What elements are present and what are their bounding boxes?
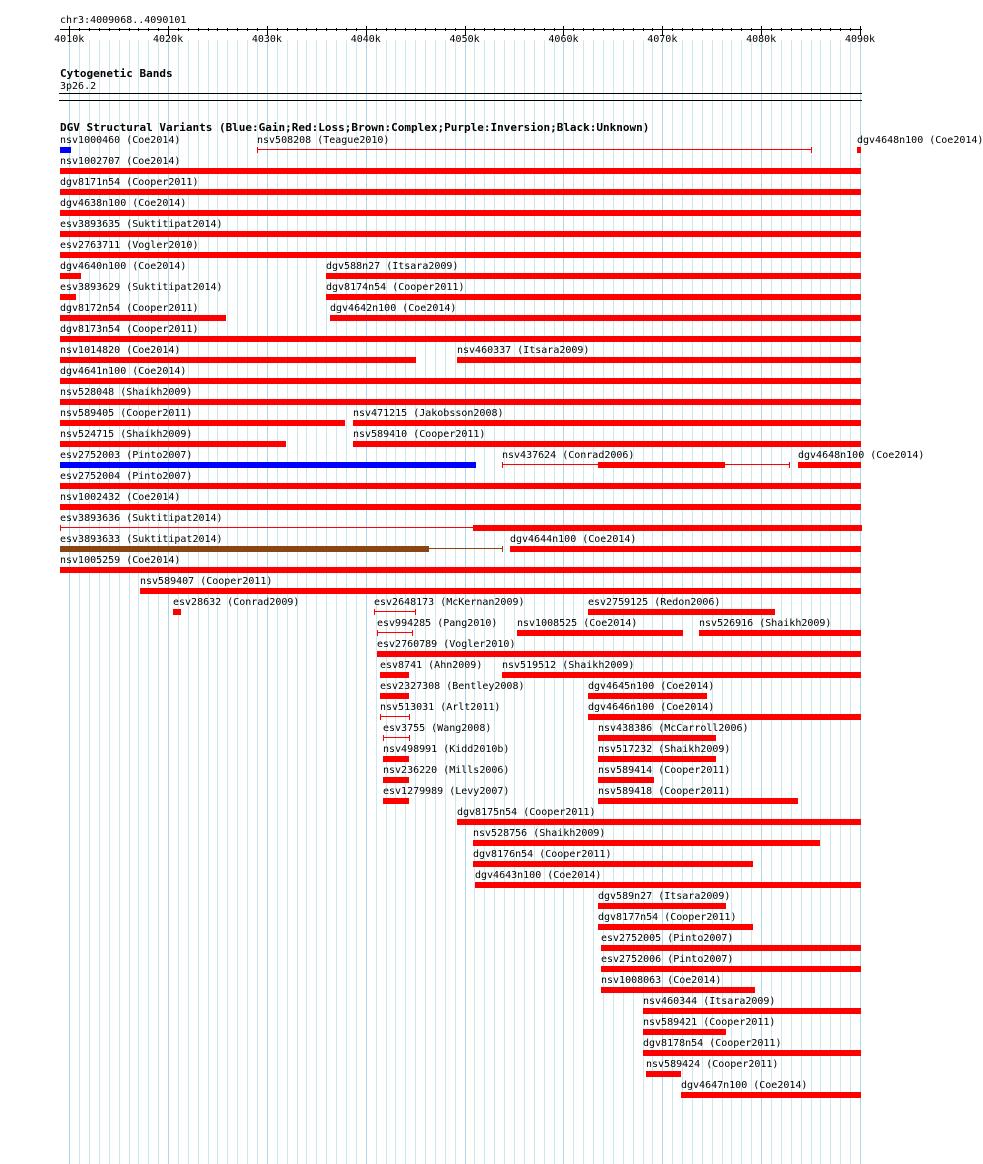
variant-label[interactable]: nsv437624 (Conrad2006) [502,450,635,461]
variant-bar[interactable] [699,630,861,636]
variant-label[interactable]: dgv588n27 (Itsara2009) [326,261,459,272]
variant-span-line[interactable] [374,611,415,612]
variant-end-cap [374,609,375,615]
variant-bar[interactable] [601,966,861,972]
variant-bar[interactable] [857,147,861,153]
variant-label[interactable]: nsv236220 (Mills2006) [383,765,510,776]
variant-label[interactable]: nsv513031 (Arlt2011) [380,702,501,713]
variant-bar[interactable] [60,189,861,195]
variant-label[interactable]: nsv508208 (Teague2010) [257,135,390,146]
variant-label[interactable]: esv28632 (Conrad2009) [173,597,300,608]
cytoband-top-line [59,93,862,94]
variant-bar[interactable] [60,168,861,174]
variant-bar[interactable] [457,357,861,363]
variant-label[interactable]: esv8741 (Ahn2009) [380,660,483,671]
region-label: chr3:4009068..4090101 [60,15,187,26]
variant-label[interactable]: esv3755 (Wang2008) [383,723,492,734]
variant-label[interactable]: dgv8174n54 (Cooper2011) [326,282,465,293]
variant-bar[interactable] [598,798,798,804]
dgv-track-title: DGV Structural Variants (Blue:Gain;Red:Loss;Brown:Complex;Purple:Inversion;Black:Unknown) [60,121,650,134]
variant-bar[interactable] [681,1092,861,1098]
variant-end-cap [502,462,503,468]
variant-label[interactable]: esv3893629 (Suktitipat2014) [60,282,223,293]
variant-span-line[interactable] [380,716,409,717]
variant-bar[interactable] [60,210,861,216]
variant-bar[interactable] [60,357,416,363]
variant-label[interactable]: nsv589418 (Cooper2011) [598,786,731,797]
variant-bar[interactable] [60,147,71,153]
variant-end-cap [861,525,862,531]
variant-label[interactable]: esv3893636 (Suktitipat2014) [60,513,223,524]
variant-label[interactable]: dgv8176n54 (Cooper2011) [473,849,612,860]
variant-end-cap [789,462,790,468]
variant-label[interactable]: dgv4644n100 (Coe2014) [510,534,637,545]
variant-label[interactable]: dgv8172n54 (Cooper2011) [60,303,199,314]
variant-bar[interactable] [457,819,861,825]
variant-label[interactable]: dgv8171n54 (Cooper2011) [60,177,199,188]
ruler-tick-label: 4030k [251,34,282,45]
cytoband-bottom-line [59,100,862,101]
variant-label[interactable]: nsv524715 (Shaikh2009) [60,429,193,440]
variant-bar[interactable] [60,336,861,342]
variant-label[interactable]: esv2752005 (Pinto2007) [601,933,734,944]
variant-label[interactable]: nsv589410 (Cooper2011) [353,429,486,440]
variant-bar[interactable] [473,525,861,531]
variant-label[interactable]: esv3893633 (Suktitipat2014) [60,534,223,545]
variant-label[interactable]: dgv8173n54 (Cooper2011) [60,324,199,335]
variant-bar[interactable] [380,693,409,699]
variant-end-cap [409,735,410,741]
variant-label[interactable]: nsv438386 (McCarroll2006) [598,723,749,734]
cytoband-label: 3p26.2 [60,81,97,92]
variant-bar[interactable] [60,252,861,258]
variant-end-cap [383,735,384,741]
variant-label[interactable]: esv2760789 (Vogler2010) [377,639,516,650]
variant-bar[interactable] [60,462,476,468]
variant-bar[interactable] [473,861,753,867]
variant-bar[interactable] [60,504,861,510]
cytoband-track-title: Cytogenetic Bands [60,67,173,80]
ruler-tick-label: 4070k [647,34,678,45]
ruler-tick-label: 4050k [449,34,480,45]
variant-end-cap [415,609,416,615]
variant-label[interactable]: esv2752004 (Pinto2007) [60,471,193,482]
variant-label[interactable]: dgv4638n100 (Coe2014) [60,198,187,209]
variant-bar[interactable] [60,399,861,405]
variant-label[interactable]: esv2752003 (Pinto2007) [60,450,193,461]
variant-bar[interactable] [60,441,286,447]
variant-label[interactable]: dgv8175n54 (Cooper2011) [457,807,596,818]
variant-bar[interactable] [60,273,81,279]
variant-bar[interactable] [330,315,861,321]
variant-bar[interactable] [643,1008,861,1014]
variant-bar[interactable] [353,420,861,426]
variant-label[interactable]: dgv4640n100 (Coe2014) [60,261,187,272]
variant-bar[interactable] [517,630,683,636]
variant-bar[interactable] [588,714,861,720]
variant-label[interactable]: dgv4641n100 (Coe2014) [60,366,187,377]
variant-bar[interactable] [60,315,226,321]
variant-bar[interactable] [60,378,861,384]
variant-bar[interactable] [601,987,755,993]
variant-span-line[interactable] [257,149,811,150]
variant-label[interactable]: esv2759125 (Redon2006) [588,597,721,608]
variant-span-line[interactable] [377,632,412,633]
ruler-tick-label: 4040k [350,34,381,45]
variant-bar[interactable] [598,924,753,930]
variant-bar[interactable] [643,1050,861,1056]
variant-label[interactable]: nsv526916 (Shaikh2009) [699,618,832,629]
variant-end-cap [811,147,812,153]
variant-bar[interactable] [510,546,861,552]
variant-bar[interactable] [502,672,861,678]
variant-bar[interactable] [326,294,861,300]
variant-label[interactable]: esv2752006 (Pinto2007) [601,954,734,965]
ruler-tick-label: 4090k [844,34,876,45]
variant-label[interactable]: dgv4646n100 (Coe2014) [588,702,715,713]
variant-bar[interactable] [383,798,409,804]
variant-end-cap [257,147,258,153]
variant-label[interactable]: nsv589421 (Cooper2011) [643,1017,776,1028]
variant-bar[interactable] [475,882,861,888]
variant-label[interactable]: nsv1008525 (Coe2014) [517,618,638,629]
variant-bar[interactable] [353,441,861,447]
variant-bar[interactable] [60,294,76,300]
variant-bar[interactable] [326,273,861,279]
variant-label[interactable]: dgv4648n100 (Coe2014) [798,450,925,461]
variant-label[interactable]: nsv471215 (Jakobsson2008) [353,408,504,419]
variant-label[interactable]: nsv517232 (Shaikh2009) [598,744,731,755]
variant-bar[interactable] [380,672,409,678]
variant-bar[interactable] [598,777,654,783]
variant-label[interactable]: esv2327308 (Bentley2008) [380,681,525,692]
variant-end-cap [412,630,413,636]
variant-label[interactable]: nsv1014820 (Coe2014) [60,345,181,356]
variant-bar[interactable] [60,231,861,237]
variant-bar[interactable] [601,945,861,951]
variant-bar[interactable] [798,462,861,468]
variant-label[interactable]: nsv589405 (Cooper2011) [60,408,193,419]
variant-bar[interactable] [173,609,181,615]
variant-label[interactable]: esv2648173 (McKernan2009) [374,597,525,608]
ruler-tick-label: 4060k [548,34,579,45]
variant-bar[interactable] [60,420,345,426]
variant-bar[interactable] [60,567,861,573]
variant-label[interactable]: dgv8178n54 (Cooper2011) [643,1038,782,1049]
variant-bar[interactable] [140,588,861,594]
variant-end-cap [377,630,378,636]
variant-bar[interactable] [60,546,429,552]
variant-label[interactable]: dgv4643n100 (Coe2014) [475,870,602,881]
variant-end-cap [502,546,503,552]
variant-bar[interactable] [473,840,820,846]
variant-label[interactable]: dgv4647n100 (Coe2014) [681,1080,808,1091]
ruler-tick-label: 4020k [152,34,184,45]
variant-bar[interactable] [598,756,716,762]
variant-label[interactable]: dgv4642n100 (Coe2014) [330,303,457,314]
variant-bar[interactable] [383,756,409,762]
variant-label[interactable]: dgv4645n100 (Coe2014) [588,681,715,692]
variant-bar[interactable] [643,1029,726,1035]
variant-label[interactable]: esv1279989 (Levy2007) [383,786,510,797]
variant-label[interactable]: esv3893635 (Suktitipat2014) [60,219,223,230]
variant-label[interactable]: nsv528756 (Shaikh2009) [473,828,606,839]
ruler-tick-label: 4010k [54,34,85,45]
variant-label[interactable]: dgv8177n54 (Cooper2011) [598,912,737,923]
variant-bar[interactable] [60,483,861,489]
variant-end-cap [409,714,410,720]
variant-bar[interactable] [377,651,861,657]
variant-label[interactable]: nsv498991 (Kidd2010b) [383,744,510,755]
variant-bar[interactable] [383,777,409,783]
variant-span-line[interactable] [383,737,409,738]
variant-label[interactable]: nsv1002707 (Coe2014) [60,156,181,167]
ruler-tick-label: 4080k [746,34,777,45]
variant-label[interactable]: nsv589414 (Cooper2011) [598,765,731,776]
variant-label[interactable]: nsv1000460 (Coe2014) [60,135,181,146]
variant-label[interactable]: dgv4648n100 (Coe2014) [857,135,983,146]
variant-label[interactable]: nsv589407 (Cooper2011) [140,576,273,587]
variant-bar[interactable] [588,609,775,615]
variant-label[interactable]: nsv589424 (Cooper2011) [646,1059,779,1070]
variant-label[interactable]: nsv1005259 (Coe2014) [60,555,181,566]
variant-bar[interactable] [598,735,716,741]
variant-label[interactable]: nsv460337 (Itsara2009) [457,345,590,356]
variant-end-cap [60,525,61,531]
variant-end-cap [380,714,381,720]
variant-label[interactable]: dgv589n27 (Itsara2009) [598,891,731,902]
variant-label[interactable]: nsv519512 (Shaikh2009) [502,660,635,671]
variant-label[interactable]: nsv1008063 (Coe2014) [601,975,722,986]
variant-label[interactable]: nsv460344 (Itsara2009) [643,996,776,1007]
variant-label[interactable]: nsv528048 (Shaikh2009) [60,387,193,398]
variant-bar[interactable] [598,462,725,468]
variant-bar[interactable] [646,1071,681,1077]
variant-bar[interactable] [598,903,726,909]
variant-label[interactable]: esv994285 (Pang2010) [377,618,498,629]
variant-label[interactable]: esv2763711 (Vogler2010) [60,240,199,251]
variant-bar[interactable] [588,693,707,699]
variant-label[interactable]: nsv1002432 (Coe2014) [60,492,181,503]
